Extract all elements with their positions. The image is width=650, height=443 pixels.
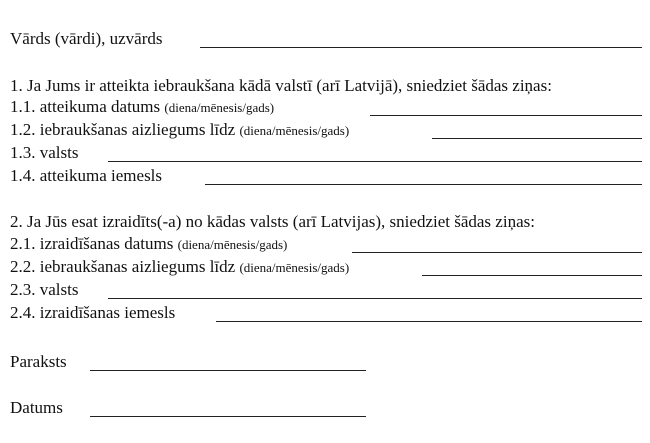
item-1-2-label: 1.2. iebraukšanas aizliegums līdz xyxy=(10,120,236,139)
item-2-2-field[interactable] xyxy=(422,275,642,276)
item-2-4-field[interactable] xyxy=(216,321,642,322)
item-1-2-note: (diena/mēnesis/gads) xyxy=(239,123,350,138)
date-label: Datums xyxy=(10,398,63,417)
item-1-1-label: 1.1. atteikuma datums xyxy=(10,97,161,116)
item-1-2-field[interactable] xyxy=(432,138,642,139)
item-2-3-label: 2.3. valsts xyxy=(10,280,79,299)
item-2-1-note: (diena/mēnesis/gads) xyxy=(177,237,288,252)
item-1-4-field[interactable] xyxy=(205,184,642,185)
name-label: Vārds (vārdi), uzvārds xyxy=(10,29,163,48)
name-field[interactable] xyxy=(200,47,642,48)
item-2-3-field[interactable] xyxy=(108,298,642,299)
item-2-1-label: 2.1. izraidīšanas datums xyxy=(10,234,174,253)
signature-field[interactable] xyxy=(90,370,366,371)
item-2-4-label: 2.4. izraidīšanas iemesls xyxy=(10,303,176,322)
item-1-3-field[interactable] xyxy=(108,161,642,162)
item-1-3-label: 1.3. valsts xyxy=(10,143,79,162)
item-2-2-note: (diena/mēnesis/gads) xyxy=(239,260,350,275)
item-2-2-label: 2.2. iebraukšanas aizliegums līdz xyxy=(10,257,236,276)
item-1-1-note: (diena/mēnesis/gads) xyxy=(164,100,275,115)
item-1-4-label: 1.4. atteikuma iemesls xyxy=(10,166,163,185)
date-field[interactable] xyxy=(90,416,366,417)
signature-label: Paraksts xyxy=(10,352,67,371)
item-2-1-field[interactable] xyxy=(352,252,642,253)
item-1-1-field[interactable] xyxy=(370,115,642,116)
